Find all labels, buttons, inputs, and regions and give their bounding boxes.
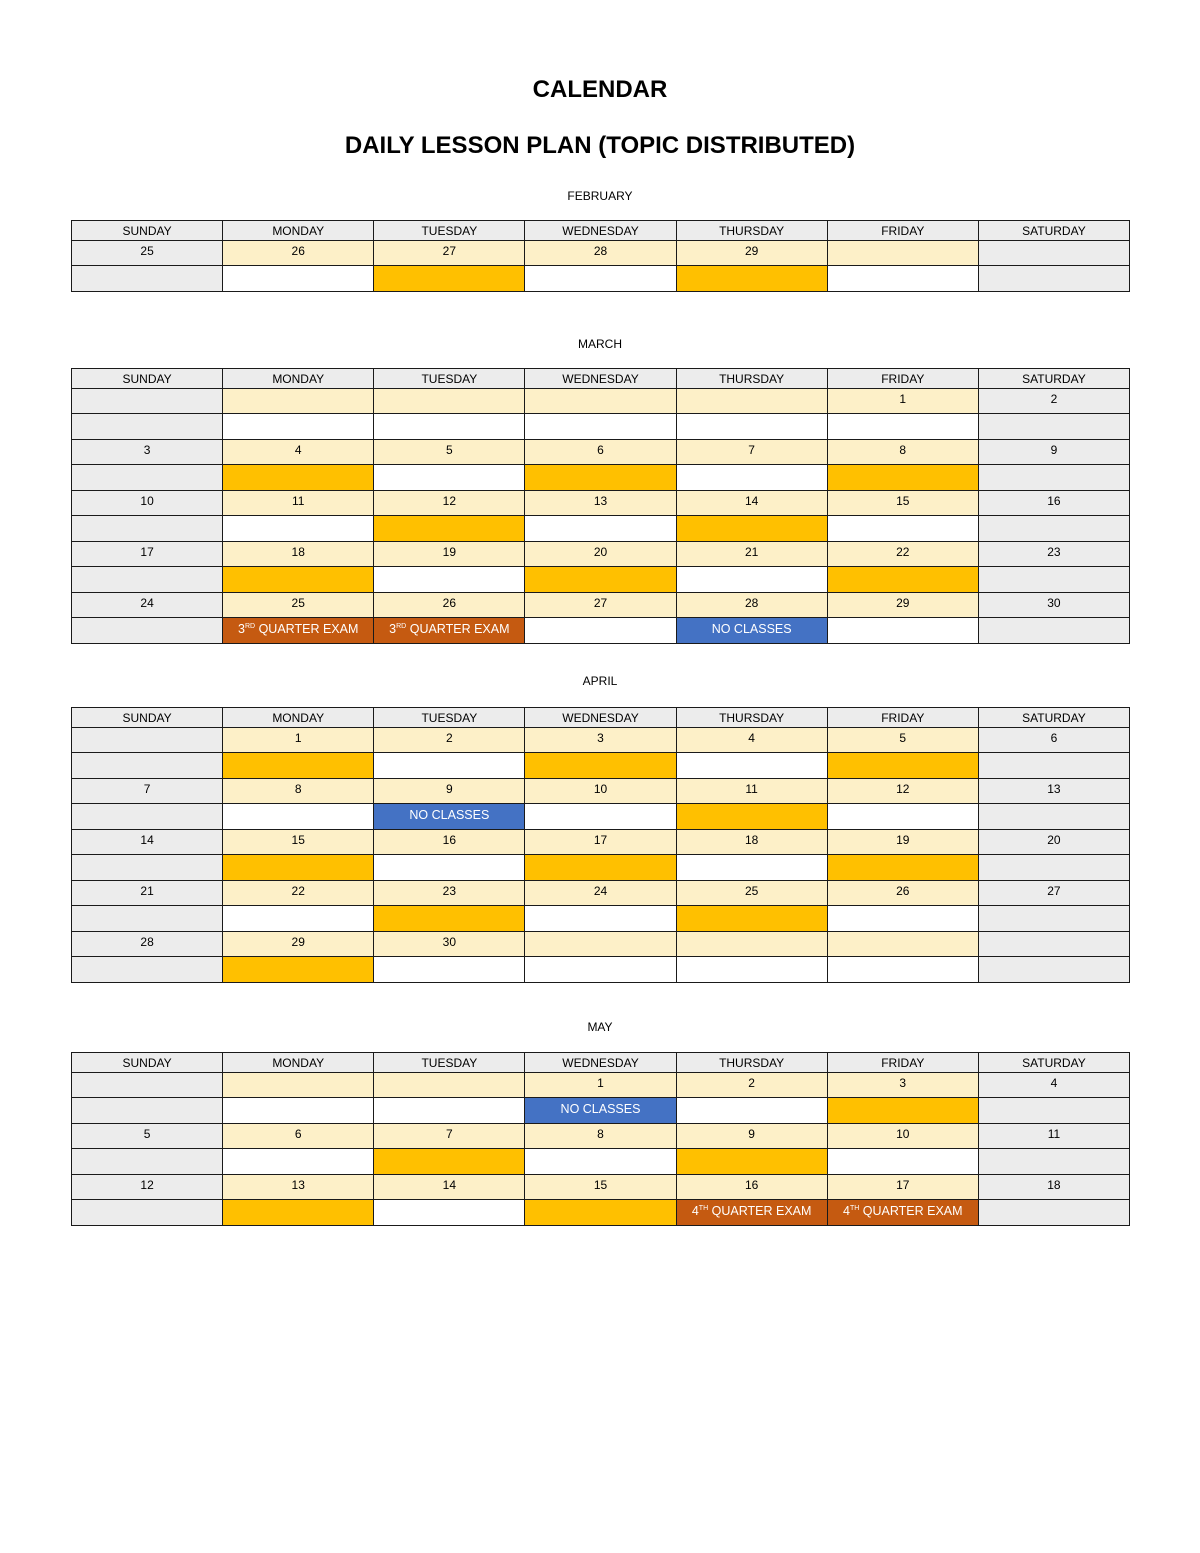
week-lesson-row (72, 266, 1130, 292)
lesson-cell-highlighted[interactable] (676, 266, 827, 292)
date-cell: 9 (676, 1124, 827, 1149)
lesson-cell[interactable] (676, 1098, 827, 1124)
date-cell: 5 (374, 440, 525, 465)
lesson-cell[interactable] (223, 266, 374, 292)
lesson-cell-highlighted[interactable] (223, 753, 374, 779)
date-cell: 8 (827, 440, 978, 465)
quarter-exam-cell[interactable] (374, 618, 525, 644)
date-cell: 20 (525, 542, 676, 567)
lesson-cell[interactable] (525, 804, 676, 830)
weekday-header-thursday: THURSDAY (676, 369, 827, 389)
date-cell: 28 (676, 593, 827, 618)
date-cell: 14 (374, 1175, 525, 1200)
lesson-cell-highlighted[interactable] (525, 753, 676, 779)
lesson-cell-highlighted[interactable] (223, 567, 374, 593)
date-cell: 8 (223, 779, 374, 804)
lesson-cell[interactable] (978, 465, 1129, 491)
lesson-cell[interactable] (978, 266, 1129, 292)
date-cell: 24 (72, 593, 223, 618)
date-cell: 7 (72, 779, 223, 804)
lesson-cell[interactable] (978, 804, 1129, 830)
date-cell: 11 (676, 779, 827, 804)
date-cell: 10 (827, 1124, 978, 1149)
weekday-header-saturday: SATURDAY (978, 221, 1129, 241)
date-cell: 1 (827, 389, 978, 414)
weekday-header-wednesday: WEDNESDAY (525, 369, 676, 389)
date-cell (374, 1073, 525, 1098)
quarter-exam-cell[interactable] (676, 1200, 827, 1226)
date-cell: 18 (676, 830, 827, 855)
weekday-header-thursday: THURSDAY (676, 221, 827, 241)
weekday-header-tuesday: TUESDAY (374, 369, 525, 389)
lesson-cell[interactable] (223, 516, 374, 542)
date-cell: 27 (978, 881, 1129, 906)
lesson-cell[interactable] (525, 516, 676, 542)
lesson-cell[interactable] (525, 266, 676, 292)
date-cell (525, 932, 676, 957)
lesson-cell[interactable] (827, 618, 978, 644)
date-cell: 26 (374, 593, 525, 618)
week-lesson-row (72, 1149, 1130, 1175)
weekday-header-sunday: SUNDAY (72, 1053, 223, 1073)
week-lesson-row (72, 516, 1130, 542)
date-cell: 6 (978, 728, 1129, 753)
lesson-cell[interactable] (676, 855, 827, 881)
lesson-cell[interactable] (978, 957, 1129, 983)
date-cell: 18 (978, 1175, 1129, 1200)
week-lesson-row (72, 753, 1130, 779)
date-cell: 22 (223, 881, 374, 906)
week-lesson-row (72, 906, 1130, 932)
lesson-cell[interactable] (525, 906, 676, 932)
weekday-header-friday: FRIDAY (827, 708, 978, 728)
lesson-cell[interactable] (525, 618, 676, 644)
lesson-cell[interactable] (978, 906, 1129, 932)
lesson-cell-highlighted[interactable] (374, 516, 525, 542)
weekday-header-thursday: THURSDAY (676, 708, 827, 728)
date-cell: 12 (374, 491, 525, 516)
lesson-cell[interactable] (827, 414, 978, 440)
weekday-header-monday: MONDAY (223, 221, 374, 241)
week-date-row (72, 1175, 1130, 1200)
lesson-cell[interactable] (374, 1200, 525, 1226)
lesson-cell[interactable] (72, 855, 223, 881)
lesson-cell[interactable] (72, 906, 223, 932)
date-cell: 13 (978, 779, 1129, 804)
date-cell: 29 (223, 932, 374, 957)
date-cell: 2 (978, 389, 1129, 414)
lesson-cell[interactable] (72, 753, 223, 779)
month-table-february (71, 220, 1130, 292)
date-cell (223, 1073, 374, 1098)
lesson-cell[interactable] (72, 516, 223, 542)
date-cell (72, 1073, 223, 1098)
weekday-header-wednesday: WEDNESDAY (525, 708, 676, 728)
month-table-march (71, 368, 1130, 644)
lesson-cell[interactable] (827, 906, 978, 932)
lesson-cell[interactable] (676, 465, 827, 491)
weekday-header-monday: MONDAY (223, 369, 374, 389)
lesson-cell[interactable] (223, 906, 374, 932)
lesson-cell-highlighted[interactable] (525, 855, 676, 881)
week-date-row (72, 932, 1130, 957)
date-cell: 12 (72, 1175, 223, 1200)
weekday-header-saturday: SATURDAY (978, 369, 1129, 389)
date-cell: 17 (827, 1175, 978, 1200)
date-cell: 30 (978, 593, 1129, 618)
lesson-cell-highlighted[interactable] (223, 957, 374, 983)
date-cell: 30 (374, 932, 525, 957)
date-cell (978, 241, 1129, 266)
week-date-row (72, 1073, 1130, 1098)
lesson-cell[interactable] (374, 465, 525, 491)
cell-label: NO CLASSES (409, 808, 490, 822)
lesson-cell[interactable] (223, 1098, 374, 1124)
weekday-header-row (72, 708, 1130, 728)
week-date-row (72, 881, 1130, 906)
date-cell: 3 (827, 1073, 978, 1098)
week-date-row (72, 1124, 1130, 1149)
date-cell: 8 (525, 1124, 676, 1149)
no-classes-cell[interactable] (374, 804, 525, 830)
lesson-cell[interactable] (223, 414, 374, 440)
weekday-header-sunday: SUNDAY (72, 221, 223, 241)
cell-label: NO CLASSES (711, 622, 792, 636)
weekday-header-saturday: SATURDAY (978, 1053, 1129, 1073)
lesson-cell[interactable] (72, 957, 223, 983)
date-cell: 24 (525, 881, 676, 906)
lesson-cell-highlighted[interactable] (676, 906, 827, 932)
date-cell: 28 (525, 241, 676, 266)
date-cell: 3 (72, 440, 223, 465)
lesson-cell-highlighted[interactable] (676, 516, 827, 542)
date-cell: 29 (676, 241, 827, 266)
week-lesson-row (72, 465, 1130, 491)
week-lesson-row (72, 414, 1130, 440)
date-cell: 14 (676, 491, 827, 516)
week-lesson-row (72, 1098, 1130, 1124)
date-cell: 5 (72, 1124, 223, 1149)
cell-label: 3RD QUARTER EXAM (389, 622, 510, 636)
date-cell: 4 (676, 728, 827, 753)
lesson-cell-highlighted[interactable] (827, 753, 978, 779)
date-cell: 25 (676, 881, 827, 906)
lesson-cell[interactable] (978, 855, 1129, 881)
date-cell: 23 (978, 542, 1129, 567)
lesson-cell[interactable] (525, 414, 676, 440)
quarter-exam-cell[interactable] (827, 1200, 978, 1226)
date-cell: 11 (978, 1124, 1129, 1149)
date-cell: 11 (223, 491, 374, 516)
date-cell (72, 728, 223, 753)
weekday-header-tuesday: TUESDAY (374, 1053, 525, 1073)
lesson-cell-highlighted[interactable] (525, 1200, 676, 1226)
lesson-cell[interactable] (827, 804, 978, 830)
date-cell: 27 (525, 593, 676, 618)
lesson-cell-highlighted[interactable] (374, 1149, 525, 1175)
week-lesson-row (72, 618, 1130, 644)
lesson-cell[interactable] (978, 567, 1129, 593)
lesson-cell[interactable] (374, 414, 525, 440)
month-label-may: MAY (587, 1020, 613, 1034)
weekday-header-row (72, 1053, 1130, 1073)
date-cell: 10 (525, 779, 676, 804)
no-classes-cell[interactable] (676, 618, 827, 644)
lesson-cell[interactable] (676, 957, 827, 983)
lesson-cell-highlighted[interactable] (827, 465, 978, 491)
weekday-header-friday: FRIDAY (827, 221, 978, 241)
date-cell: 9 (978, 440, 1129, 465)
week-lesson-row (72, 855, 1130, 881)
date-cell: 13 (223, 1175, 374, 1200)
date-cell: 15 (525, 1175, 676, 1200)
lesson-cell[interactable] (827, 266, 978, 292)
date-cell: 19 (374, 542, 525, 567)
week-date-row (72, 241, 1130, 266)
date-cell: 5 (827, 728, 978, 753)
date-cell: 15 (827, 491, 978, 516)
lesson-cell[interactable] (676, 414, 827, 440)
lesson-cell[interactable] (72, 1200, 223, 1226)
month-label-february: FEBRUARY (567, 189, 633, 203)
weekday-header-thursday: THURSDAY (676, 1053, 827, 1073)
week-lesson-row (72, 957, 1130, 983)
weekday-header-tuesday: TUESDAY (374, 708, 525, 728)
date-cell: 25 (223, 593, 374, 618)
cell-label: 4TH QUARTER EXAM (691, 1204, 812, 1218)
date-cell: 9 (374, 779, 525, 804)
lesson-cell[interactable] (72, 618, 223, 644)
lesson-cell[interactable] (676, 753, 827, 779)
date-cell: 15 (223, 830, 374, 855)
date-cell (676, 932, 827, 957)
weekday-header-monday: MONDAY (223, 1053, 374, 1073)
week-date-row (72, 728, 1130, 753)
date-cell: 22 (827, 542, 978, 567)
page-subtitle: DAILY LESSON PLAN (TOPIC DISTRIBUTED) (344, 132, 856, 159)
lesson-cell[interactable] (827, 1149, 978, 1175)
date-cell: 25 (72, 241, 223, 266)
date-cell: 29 (827, 593, 978, 618)
lesson-cell[interactable] (374, 855, 525, 881)
lesson-cell-highlighted[interactable] (374, 906, 525, 932)
weekday-header-wednesday: WEDNESDAY (525, 1053, 676, 1073)
week-lesson-row (72, 1200, 1130, 1226)
weekday-header-friday: FRIDAY (827, 1053, 978, 1073)
lesson-cell-highlighted[interactable] (223, 855, 374, 881)
lesson-cell[interactable] (827, 516, 978, 542)
date-cell (827, 932, 978, 957)
date-cell (827, 241, 978, 266)
lesson-cell[interactable] (978, 1149, 1129, 1175)
lesson-cell-highlighted[interactable] (827, 855, 978, 881)
date-cell: 13 (525, 491, 676, 516)
week-lesson-row (72, 804, 1130, 830)
date-cell: 23 (374, 881, 525, 906)
date-cell: 6 (525, 440, 676, 465)
date-cell: 1 (525, 1073, 676, 1098)
lesson-cell[interactable] (978, 1200, 1129, 1226)
weekday-header-sunday: SUNDAY (72, 369, 223, 389)
weekday-header-row (72, 369, 1130, 389)
date-cell: 17 (72, 542, 223, 567)
weekday-header-wednesday: WEDNESDAY (525, 221, 676, 241)
weekday-header-row (72, 221, 1130, 241)
lesson-cell-highlighted[interactable] (827, 567, 978, 593)
date-cell: 19 (827, 830, 978, 855)
lesson-cell-highlighted[interactable] (676, 804, 827, 830)
lesson-cell[interactable] (223, 1149, 374, 1175)
lesson-cell[interactable] (525, 1149, 676, 1175)
lesson-cell[interactable] (978, 414, 1129, 440)
date-cell (978, 932, 1129, 957)
weekday-header-saturday: SATURDAY (978, 708, 1129, 728)
date-cell: 6 (223, 1124, 374, 1149)
weekday-header-sunday: SUNDAY (72, 708, 223, 728)
date-cell: 16 (676, 1175, 827, 1200)
week-date-row (72, 830, 1130, 855)
no-classes-cell[interactable] (525, 1098, 676, 1124)
date-cell (525, 389, 676, 414)
month-table-april (71, 707, 1130, 983)
date-cell: 4 (978, 1073, 1129, 1098)
date-cell: 17 (525, 830, 676, 855)
week-date-row (72, 593, 1130, 618)
lesson-cell-highlighted[interactable] (525, 465, 676, 491)
date-cell: 16 (978, 491, 1129, 516)
lesson-cell[interactable] (676, 567, 827, 593)
date-cell (676, 389, 827, 414)
date-cell: 14 (72, 830, 223, 855)
weekday-header-friday: FRIDAY (827, 369, 978, 389)
weekday-header-monday: MONDAY (223, 708, 374, 728)
date-cell: 4 (223, 440, 374, 465)
date-cell: 26 (827, 881, 978, 906)
cell-label: 3RD QUARTER EXAM (238, 622, 359, 636)
lesson-cell[interactable] (978, 1098, 1129, 1124)
cell-label: NO CLASSES (560, 1102, 641, 1116)
date-cell: 21 (72, 881, 223, 906)
week-date-row (72, 440, 1130, 465)
date-cell: 7 (676, 440, 827, 465)
month-table-may (71, 1052, 1130, 1226)
lesson-cell[interactable] (374, 957, 525, 983)
page-title: CALENDAR (532, 76, 668, 103)
lesson-cell[interactable] (374, 567, 525, 593)
date-cell: 26 (223, 241, 374, 266)
date-cell (374, 389, 525, 414)
week-date-row (72, 491, 1130, 516)
lesson-cell[interactable] (374, 753, 525, 779)
date-cell: 21 (676, 542, 827, 567)
lesson-cell[interactable] (978, 753, 1129, 779)
quarter-exam-cell[interactable] (223, 618, 374, 644)
cell-label: 4TH QUARTER EXAM (842, 1204, 963, 1218)
week-date-row (72, 779, 1130, 804)
date-cell: 28 (72, 932, 223, 957)
lesson-cell[interactable] (978, 618, 1129, 644)
month-label-april: APRIL (582, 674, 618, 688)
lesson-cell[interactable] (374, 1098, 525, 1124)
lesson-cell[interactable] (72, 1098, 223, 1124)
date-cell: 18 (223, 542, 374, 567)
date-cell: 1 (223, 728, 374, 753)
lesson-cell-highlighted[interactable] (223, 465, 374, 491)
date-cell: 10 (72, 491, 223, 516)
lesson-cell-highlighted[interactable] (676, 1149, 827, 1175)
lesson-cell-highlighted[interactable] (374, 266, 525, 292)
month-label-march: MARCH (578, 337, 622, 351)
lesson-cell[interactable] (72, 266, 223, 292)
date-cell: 27 (374, 241, 525, 266)
lesson-cell[interactable] (72, 804, 223, 830)
weekday-header-tuesday: TUESDAY (374, 221, 525, 241)
week-date-row (72, 542, 1130, 567)
date-cell (72, 389, 223, 414)
date-cell: 20 (978, 830, 1129, 855)
lesson-cell[interactable] (72, 414, 223, 440)
lesson-cell[interactable] (827, 957, 978, 983)
lesson-cell[interactable] (72, 465, 223, 491)
date-cell: 2 (374, 728, 525, 753)
date-cell: 12 (827, 779, 978, 804)
week-lesson-row (72, 567, 1130, 593)
date-cell: 2 (676, 1073, 827, 1098)
lesson-cell-highlighted[interactable] (827, 1098, 978, 1124)
lesson-cell-highlighted[interactable] (223, 1200, 374, 1226)
date-cell: 7 (374, 1124, 525, 1149)
lesson-cell-highlighted[interactable] (525, 567, 676, 593)
date-cell (223, 389, 374, 414)
lesson-cell[interactable] (72, 567, 223, 593)
lesson-cell[interactable] (72, 1149, 223, 1175)
lesson-cell[interactable] (223, 804, 374, 830)
date-cell: 3 (525, 728, 676, 753)
lesson-cell[interactable] (978, 516, 1129, 542)
lesson-cell[interactable] (525, 957, 676, 983)
date-cell: 16 (374, 830, 525, 855)
week-date-row (72, 389, 1130, 414)
